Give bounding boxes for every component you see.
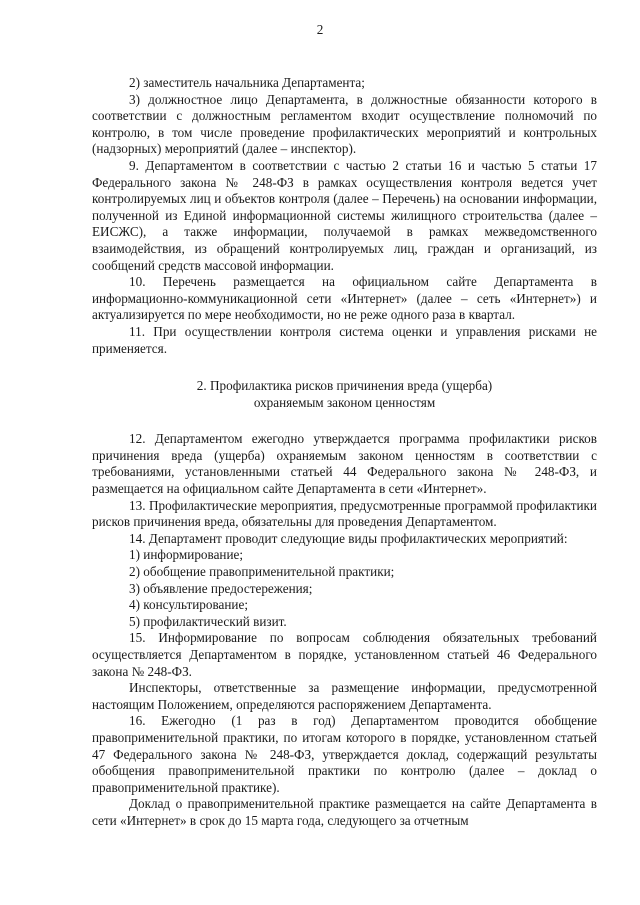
paragraph: 14. Департамент проводит следующие виды профилактических мероприятий: xyxy=(129,530,568,546)
list-item: 5) профилактический визит. xyxy=(129,613,287,629)
paragraph: 11. При осуществлении контроля система оценки и управления рисками не применяется. xyxy=(92,323,597,356)
paragraph: 15. Информирование по вопросам соблюдения обязательных требований осуществляется Департаментом в порядке, установленном статьей 46 Федерального закона № 248-ФЗ. xyxy=(92,630,597,679)
paragraph: Доклад о правоприменительной практике размещается на сайте Департамента в сети «Интернет» в срок до 15 марта года, следующего за отчетным xyxy=(92,796,597,828)
paragraph: 13. Профилактические мероприятия, предусмотренные программой профилактики рисков причинения вреда, обязательны для проведения Департаментом. xyxy=(92,497,597,530)
section-heading xyxy=(92,357,597,431)
section-heading-line2: охраняемым законом ценностям xyxy=(253,394,436,410)
page-number: 2 xyxy=(316,22,324,37)
list-item: 2) обобщение правоприменительной практики; xyxy=(129,564,395,580)
paragraph: 10. Перечень размещается на официальном сайте Департамента в информационно-коммуникационной сети «Интернет» (далее – сеть «Интернет») и актуализируется по мере необходимости, но не реже одного раза в квартал. xyxy=(92,274,597,323)
paragraph: 16. Ежегодно (1 раз в год) Департаментом проводится обобщение правоприменительной практики, по итогам которого в порядке, установленном статьей 47 Федерального закона № 248-ФЗ, утверждается доклад, содержащий результаты обобщения правоприменительной практики по контролю (далее – доклад о правоприменительной практике). xyxy=(92,713,597,795)
paragraph: 3) должностное лицо Департамента, в должностные обязанности которого в соответствии с должностным регламентом входит осуществление полномочий по контролю, в том числе проведение профилактических мероприятий и контрольных (надзорных) мероприятий (далее – инспектор). xyxy=(92,91,597,157)
list-item: 1) информирование; xyxy=(129,547,244,563)
paragraph: 2) заместитель начальника Департамента; xyxy=(129,75,365,90)
section-heading-line1: 2. Профилактика рисков причинения вреда (ущерба) xyxy=(196,378,493,394)
document-body xyxy=(92,75,597,830)
paragraph: 12. Департаментом ежегодно утверждается программа профилактики рисков причинения вреда (ущерба) охраняемым законом ценностям в соответствии с требованиями, установленными статьей 44 Федерального закона № 248-ФЗ, и размещается на официальном сайте Департамента в сети «Интернет». xyxy=(92,431,597,497)
list-item: 3) объявление предостережения; xyxy=(129,580,313,596)
paragraph: 9. Департаментом в соответствии с частью 2 статьи 16 и частью 5 статьи 17 Федерального закона № 248-ФЗ в рамках осуществления контроля ведется учет контролируемых лиц и объектов контроля (далее – Перечень) на основании информации, полученной из Единой информационной системы жилищного строительства (далее – ЕИСЖС), а также информации, получаемой в рамках межведомственного взаимодействия, из обращений контролируемых лиц, граждан и организаций, из сообщений средств массовой информации. xyxy=(92,157,597,273)
list-item: 4) консультирование; xyxy=(129,597,249,613)
paragraph: Инспекторы, ответственные за размещение информации, предусмотренной настоящим Положением, определяются распоряжением Департамента. xyxy=(92,680,597,712)
